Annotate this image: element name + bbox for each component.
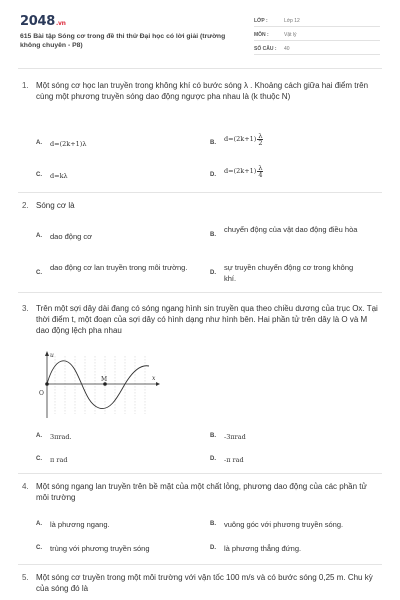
question-text: Một sóng ngang lan truyền trên bề mặt của một chất lỏng, phương dao động của các phần tử môi trường bbox=[36, 482, 367, 502]
option-text: -3πrad bbox=[224, 433, 246, 441]
option-label: A. bbox=[36, 140, 42, 146]
meta-value: 40 bbox=[284, 46, 290, 52]
meta-value: Vật lý bbox=[284, 32, 297, 38]
fraction-denominator: 2 bbox=[258, 139, 263, 147]
document-title: 615 Bài tập Sóng cơ trong đề thi thử Đại học có lời giải (trường không chuyên - P8) bbox=[20, 33, 226, 49]
divider bbox=[18, 68, 382, 69]
divider bbox=[18, 564, 382, 565]
question-number: 1. bbox=[22, 81, 29, 90]
question-text: Trên một sợi dây dài đang có sóng ngang hình sin truyền qua theo chiều dương của trục Ox. Tại thời điểm t, một đoạn của sợi dây có hình dạng như hình bên. Hai phần tử trên dây là O và M dao động lệch pha nhau bbox=[36, 304, 378, 335]
site-logo[interactable] bbox=[20, 14, 66, 29]
option-c[interactable] bbox=[36, 543, 150, 554]
u-axis-arrow bbox=[45, 351, 49, 356]
option-b[interactable] bbox=[210, 224, 370, 238]
option-d[interactable] bbox=[210, 262, 360, 284]
option-a[interactable] bbox=[36, 519, 110, 530]
option-text: vuông góc với phương truyền sóng. bbox=[224, 520, 344, 529]
option-text: dao động cơ lan truyền trong môi trường. bbox=[50, 263, 188, 272]
wave-figure bbox=[38, 350, 168, 422]
option-c[interactable] bbox=[36, 454, 67, 466]
divider bbox=[18, 473, 382, 474]
option-label: B. bbox=[210, 232, 216, 238]
option-label: C. bbox=[36, 456, 42, 462]
option-text: là phương thẳng đứng. bbox=[224, 544, 302, 553]
option-text: là phương ngang. bbox=[50, 520, 110, 529]
option-d[interactable] bbox=[210, 454, 244, 466]
option-text: dao động cơ bbox=[50, 232, 93, 241]
option-label: A. bbox=[36, 433, 42, 439]
option-a[interactable] bbox=[36, 231, 186, 242]
option-a[interactable] bbox=[36, 431, 72, 443]
point-o bbox=[45, 382, 49, 386]
option-label: C. bbox=[36, 172, 42, 178]
question-text: Sóng cơ là bbox=[36, 201, 75, 210]
option-label: D. bbox=[210, 172, 216, 178]
question-3 bbox=[22, 303, 378, 336]
meta-row-count bbox=[254, 43, 380, 55]
question-number: 4. bbox=[22, 482, 29, 491]
question-5 bbox=[22, 572, 378, 594]
option-c[interactable] bbox=[36, 170, 68, 182]
meta-row-class bbox=[254, 15, 380, 27]
meta-key: MÔN : bbox=[254, 32, 269, 38]
option-label: D. bbox=[210, 270, 216, 276]
question-4 bbox=[22, 481, 378, 503]
document-meta bbox=[254, 15, 380, 57]
option-label: D. bbox=[210, 545, 216, 551]
option-label: A. bbox=[36, 521, 42, 527]
option-label: B. bbox=[210, 433, 216, 439]
option-label: B. bbox=[210, 521, 216, 527]
meta-value: Lớp 12 bbox=[284, 18, 300, 24]
option-label: C. bbox=[36, 270, 42, 276]
option-text: chuyển động của vật dao động điều hòa bbox=[224, 225, 358, 234]
option-text: d=(2k+1) bbox=[224, 167, 257, 176]
option-a[interactable] bbox=[36, 138, 86, 150]
m-label: M bbox=[101, 376, 108, 383]
question-text: Một sóng cơ truyền trong một môi trường với vận tốc 100 m/s và có bước sóng 0,25 m. Chu kỳ của sóng đó là bbox=[36, 573, 373, 593]
option-b[interactable] bbox=[210, 519, 343, 530]
option-b[interactable] bbox=[210, 431, 246, 443]
option-label: A. bbox=[36, 233, 42, 239]
option-text: π rad bbox=[50, 456, 68, 464]
fraction-denominator: 4 bbox=[258, 171, 263, 179]
meta-key: LỚP : bbox=[254, 18, 268, 24]
fraction-numerator: λ bbox=[258, 132, 263, 140]
o-label: O bbox=[39, 390, 44, 397]
question-1 bbox=[22, 80, 378, 102]
question-2 bbox=[22, 200, 378, 211]
grid-lines bbox=[55, 356, 145, 414]
u-label: u bbox=[50, 352, 54, 359]
option-label: C. bbox=[36, 545, 42, 551]
page-header bbox=[0, 0, 400, 64]
meta-key: SỐ CÂU : bbox=[254, 46, 277, 52]
option-label: B. bbox=[210, 140, 216, 146]
fraction bbox=[257, 165, 263, 178]
option-text: -π rad bbox=[224, 456, 244, 464]
option-text: d=(2k+1) bbox=[224, 135, 257, 144]
option-d[interactable] bbox=[210, 165, 263, 178]
question-text: Một sóng cơ học lan truyền trong không khí có bước sóng λ . Khoảng cách giữa hai điểm trên cùng một phương truyền sóng dao động ngược pha nhau là (k thuộc N) bbox=[36, 81, 369, 101]
option-b[interactable] bbox=[210, 133, 263, 146]
option-c[interactable] bbox=[36, 262, 196, 276]
option-text: trùng với phương truyền sóng bbox=[50, 544, 150, 553]
question-number: 5. bbox=[22, 573, 29, 582]
option-text: d=(2k+1)λ bbox=[50, 140, 87, 148]
x-label: x bbox=[152, 375, 156, 382]
divider bbox=[18, 292, 382, 293]
question-number: 3. bbox=[22, 304, 29, 313]
x-axis-arrow bbox=[156, 382, 160, 386]
option-text: d=kλ bbox=[50, 172, 68, 180]
meta-row-subject bbox=[254, 29, 380, 41]
question-number: 2. bbox=[22, 201, 29, 210]
divider bbox=[18, 192, 382, 193]
option-d[interactable] bbox=[210, 543, 301, 554]
option-text: sự truyền chuyển động cơ trong không khí. bbox=[224, 263, 354, 283]
fraction bbox=[257, 133, 263, 146]
wave-curve bbox=[47, 361, 149, 409]
option-text: 3πrad. bbox=[50, 433, 72, 441]
option-label: D. bbox=[210, 456, 216, 462]
logo-text: 2048 bbox=[20, 14, 55, 29]
logo-suffix: .vn bbox=[55, 20, 66, 27]
fraction-numerator: λ bbox=[258, 164, 263, 172]
